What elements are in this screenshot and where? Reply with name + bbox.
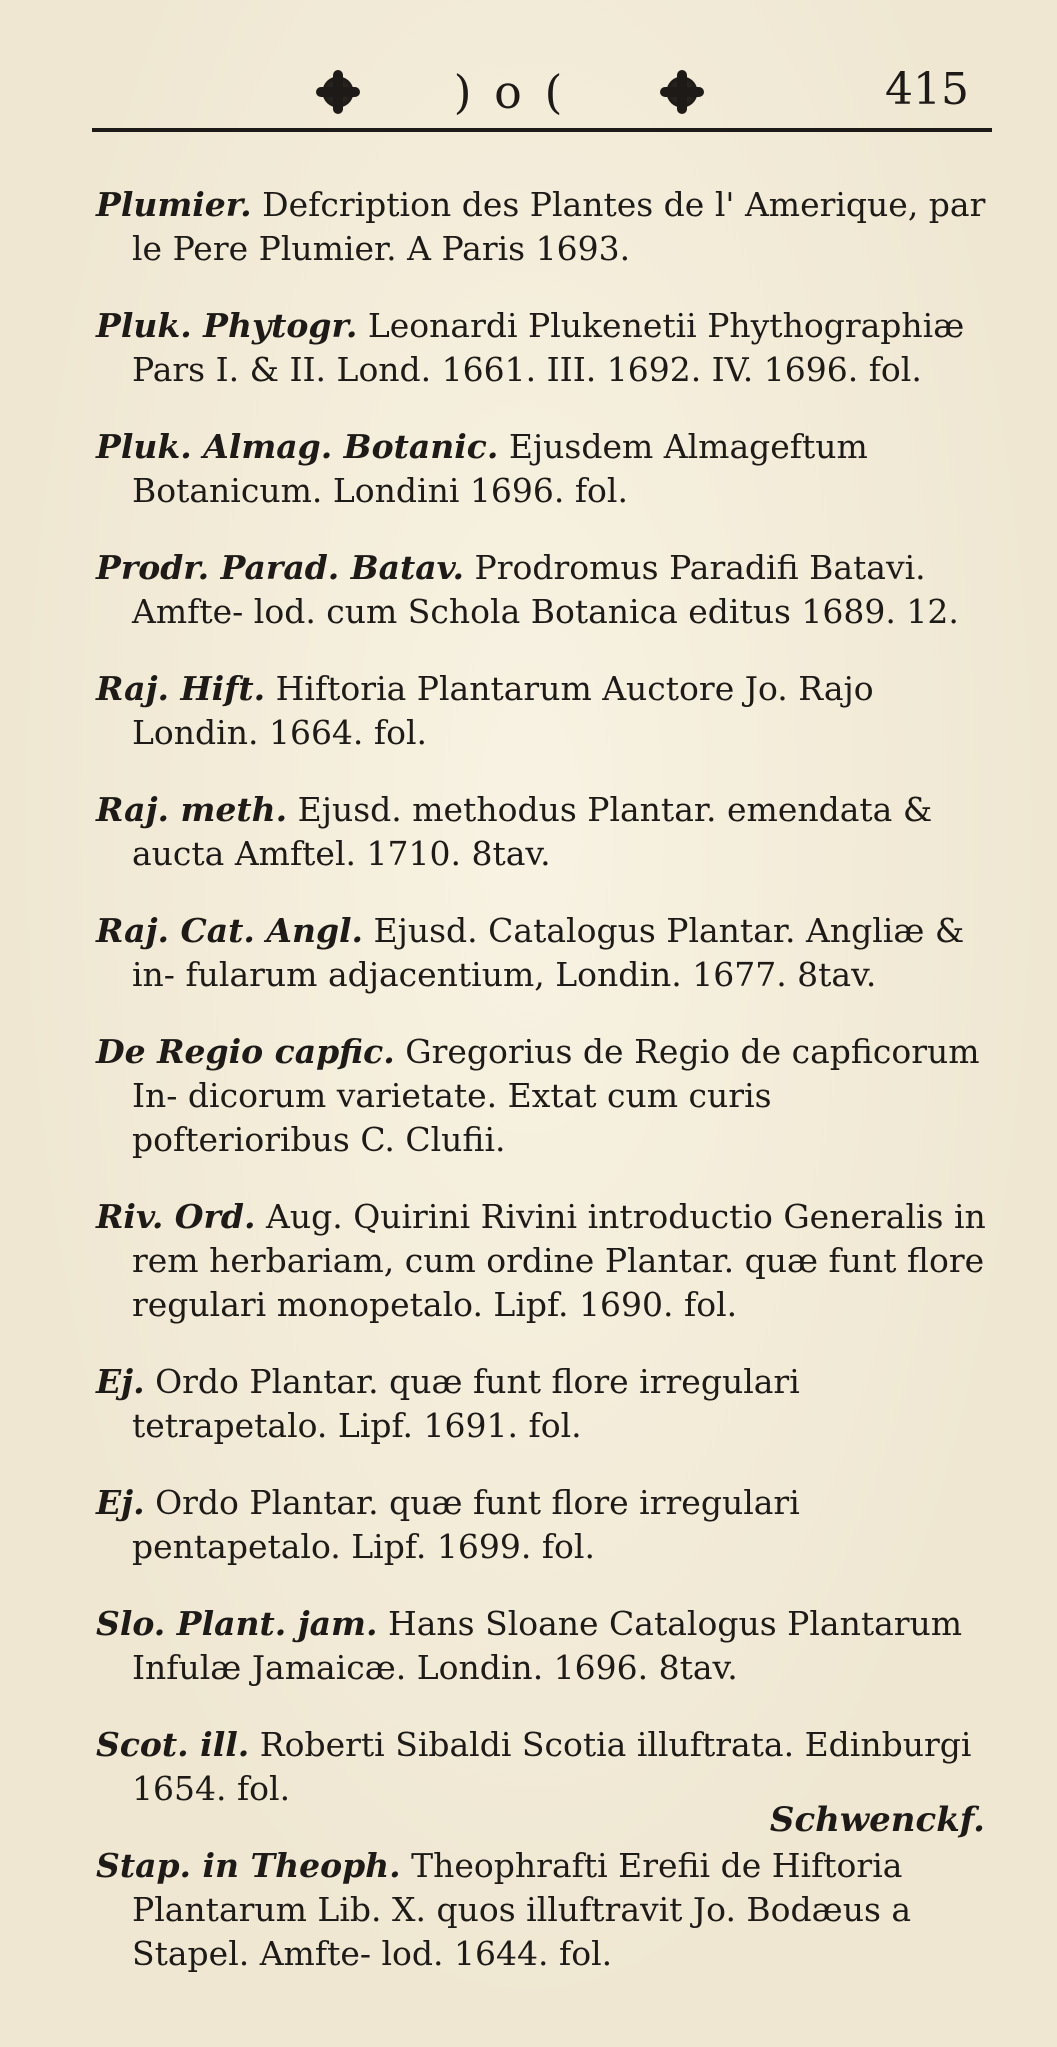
flower-ornament-icon — [664, 74, 700, 110]
entry-text: Prodromus Paradifi Batavi. Amfte- lod. cum Schola Botanica editus 1689. 12. — [132, 548, 959, 631]
bibliography-list — [96, 150, 996, 1993]
entry-abbreviation: Slo. Plant. jam. — [96, 1604, 378, 1643]
entry-abbreviation: Ej. — [96, 1483, 145, 1522]
catchword: Schwenckf. — [769, 1800, 985, 1840]
list-item — [96, 1723, 996, 1811]
entry-text: Hiftoria Plantarum Auctore Jo. Rajo Londin. 1664. fol. — [132, 669, 874, 752]
header-ornaments — [320, 62, 700, 122]
entry-abbreviation: Stap. in Theoph. — [96, 1846, 401, 1885]
entry-text: Aug. Quirini Rivini introductio Generalis in rem herbariam, cum ordine Plantar. quæ funt flore regulari monopetalo. Lipf. 1690. fol. — [132, 1197, 986, 1324]
list-item — [96, 304, 996, 392]
entry-text: Roberti Sibaldi Scotia illuftrata. Edinburgi 1654. fol. — [132, 1725, 972, 1808]
entry-text: Ejusd. methodus Plantar. emendata & aucta Amftel. 1710. 8tav. — [132, 790, 933, 873]
entry-abbreviation: Ej. — [96, 1362, 145, 1401]
list-item — [96, 1844, 996, 1976]
header-rule — [92, 128, 992, 132]
list-item — [96, 1602, 996, 1690]
ornament-center: ) o ( — [453, 65, 567, 119]
entry-text: Ordo Plantar. quæ funt flore irregulari tetrapetalo. Lipf. 1691. fol. — [132, 1362, 800, 1445]
list-item — [96, 909, 996, 997]
entry-text: Gregorius de Regio de capficorum In- dicorum varietate. Extat cum curis pofterioribus C. Clufii. — [132, 1032, 980, 1159]
list-item — [96, 1195, 996, 1327]
entry-text: Ejusd. Catalogus Plantar. Angliæ & in- fularum adjacentium, Londin. 1677. 8tav. — [132, 911, 965, 994]
list-item — [96, 788, 996, 876]
entry-abbreviation: Raj. Cat. Angl. — [96, 911, 364, 950]
entry-text: Hans Sloane Catalogus Plantarum Infulæ Jamaicæ. Londin. 1696. 8tav. — [132, 1604, 963, 1687]
entry-abbreviation: Pluk. Almag. Botanic. — [96, 427, 499, 466]
page-header — [0, 62, 1057, 132]
list-item — [96, 1481, 996, 1569]
entry-abbreviation: Prodr. Parad. Batav. — [96, 548, 464, 587]
entry-abbreviation: Raj. Hift. — [96, 669, 266, 708]
list-item — [96, 1360, 996, 1448]
flower-ornament-icon — [320, 74, 356, 110]
entry-abbreviation: De Regio capfic. — [96, 1032, 395, 1071]
entry-abbreviation: Raj. meth. — [96, 790, 288, 829]
entry-abbreviation: Riv. Ord. — [96, 1197, 256, 1236]
list-item — [96, 546, 996, 634]
entry-abbreviation: Plumier. — [96, 185, 252, 224]
list-item — [96, 667, 996, 755]
entry-text: Theophrafti Erefii de Hiftoria Plantarum Lib. X. quos illuftravit Jo. Bodæus a Stapel. Amfte- lod. 1644. fol. — [132, 1846, 912, 1973]
entry-abbreviation: Scot. ill. — [96, 1725, 250, 1764]
entry-abbreviation: Pluk. Phytogr. — [96, 306, 358, 345]
list-item — [96, 425, 996, 513]
list-item — [96, 1030, 996, 1162]
entry-text: Ejusdem Almageftum Botanicum. Londini 1696. fol. — [132, 427, 868, 510]
entry-text: Leonardi Plukenetii Phythographiæ Pars I. & II. Lond. 1661. III. 1692. IV. 1696. fol. — [132, 306, 965, 389]
page-number: 415 — [885, 64, 969, 115]
entry-text: Defcription des Plantes de l' Amerique, par le Pere Plumier. A Paris 1693. — [132, 185, 986, 268]
list-item — [96, 183, 996, 271]
entry-text: Ordo Plantar. quæ funt flore irregulari pentapetalo. Lipf. 1699. fol. — [132, 1483, 800, 1566]
